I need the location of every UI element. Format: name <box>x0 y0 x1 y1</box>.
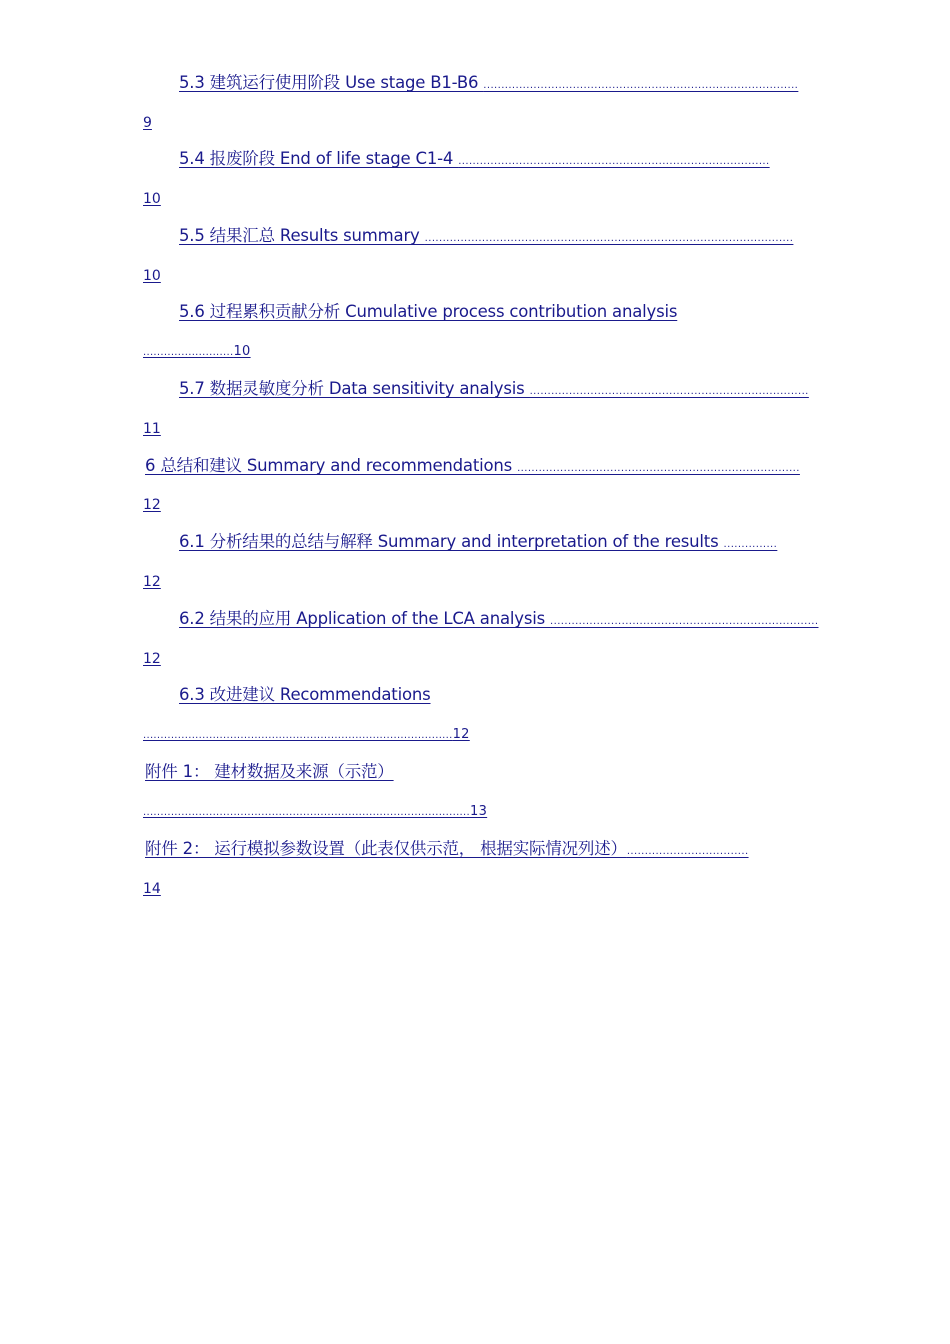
toc-page-number[interactable]: 12 <box>143 497 161 513</box>
toc-leader-dots: .................................. <box>626 846 749 857</box>
toc-leader-dots: ....................................................................................... <box>458 156 770 167</box>
toc-entry-title: 5.7 数据灵敏度分析 Data sensitivity analysis <box>179 379 530 398</box>
toc-leader-dots: ............................................................................... <box>517 463 800 474</box>
toc-entry-appendix-1[interactable] <box>145 761 394 783</box>
toc-leader-dots: ........................................................................................ <box>483 80 799 91</box>
toc-page-number[interactable]: 10 <box>143 268 161 284</box>
toc-entry-appendix-2[interactable] <box>145 838 749 863</box>
toc-page-number[interactable]: 11 <box>143 421 161 437</box>
toc-leader-dots: ......................................................................................... <box>143 730 453 741</box>
toc-page-number: 13 <box>470 804 488 819</box>
toc-entry-6-1[interactable] <box>179 531 777 556</box>
toc-entry-title: 5.6 过程累积贡献分析 Cumulative process contribution analysis <box>179 302 678 321</box>
toc-entry-title: 附件 2： 运行模拟参数设置（此表仅供示范， 根据实际情况列述） <box>145 839 627 858</box>
toc-leader-dots: ........................................................................... <box>550 616 819 627</box>
toc-leader-line[interactable] <box>143 726 470 745</box>
toc-entry-6-3[interactable] <box>179 684 431 706</box>
toc-entry-title: 6.1 分析结果的总结与解释 Summary and interpretation of the results <box>179 532 724 551</box>
toc-entry-6-2[interactable] <box>179 608 818 633</box>
toc-page-number[interactable]: 12 <box>143 651 161 667</box>
toc-entry-5-3[interactable] <box>179 72 798 97</box>
toc-page-number: 10 <box>233 344 251 359</box>
toc-entry-6[interactable] <box>145 455 800 480</box>
toc-entry-title: 6.2 结果的应用 Application of the LCA analysis <box>179 609 551 628</box>
toc-page-number[interactable]: 10 <box>143 191 161 207</box>
toc-leader-dots: .......................... <box>143 347 234 358</box>
toc-entry-title: 5.4 报废阶段 End of life stage C1-4 <box>179 149 459 168</box>
toc-entry-title: 6 总结和建议 Summary and recommendations <box>145 456 518 475</box>
toc-entry-5-6[interactable] <box>179 301 677 323</box>
toc-entry-title: 5.5 结果汇总 Results summary <box>179 226 425 245</box>
toc-entry-title: 附件 1： 建材数据及来源（示范） <box>145 762 394 781</box>
toc-entry-title: 5.3 建筑运行使用阶段 Use stage B1-B6 <box>179 73 484 92</box>
toc-page-number: 12 <box>452 727 470 742</box>
toc-page-number[interactable]: 14 <box>143 881 161 897</box>
toc-leader-dots: .............................................................................. <box>529 386 809 397</box>
toc-leader-dots: .............................................................................................. <box>143 807 470 818</box>
toc-leader-dots: ....................................................................................................... <box>424 233 794 244</box>
toc-leader-dots: ............... <box>723 539 778 550</box>
toc-entry-5-7[interactable] <box>179 378 809 403</box>
toc-leader-line[interactable] <box>143 803 487 822</box>
toc-page-number[interactable]: 12 <box>143 574 161 590</box>
toc-page-number[interactable]: 9 <box>143 115 152 131</box>
toc-leader-line[interactable] <box>143 343 251 362</box>
toc-entry-title: 6.3 改进建议 Recommendations <box>179 685 431 704</box>
toc-entry-5-5[interactable] <box>179 225 793 250</box>
toc-entry-5-4[interactable] <box>179 148 770 173</box>
